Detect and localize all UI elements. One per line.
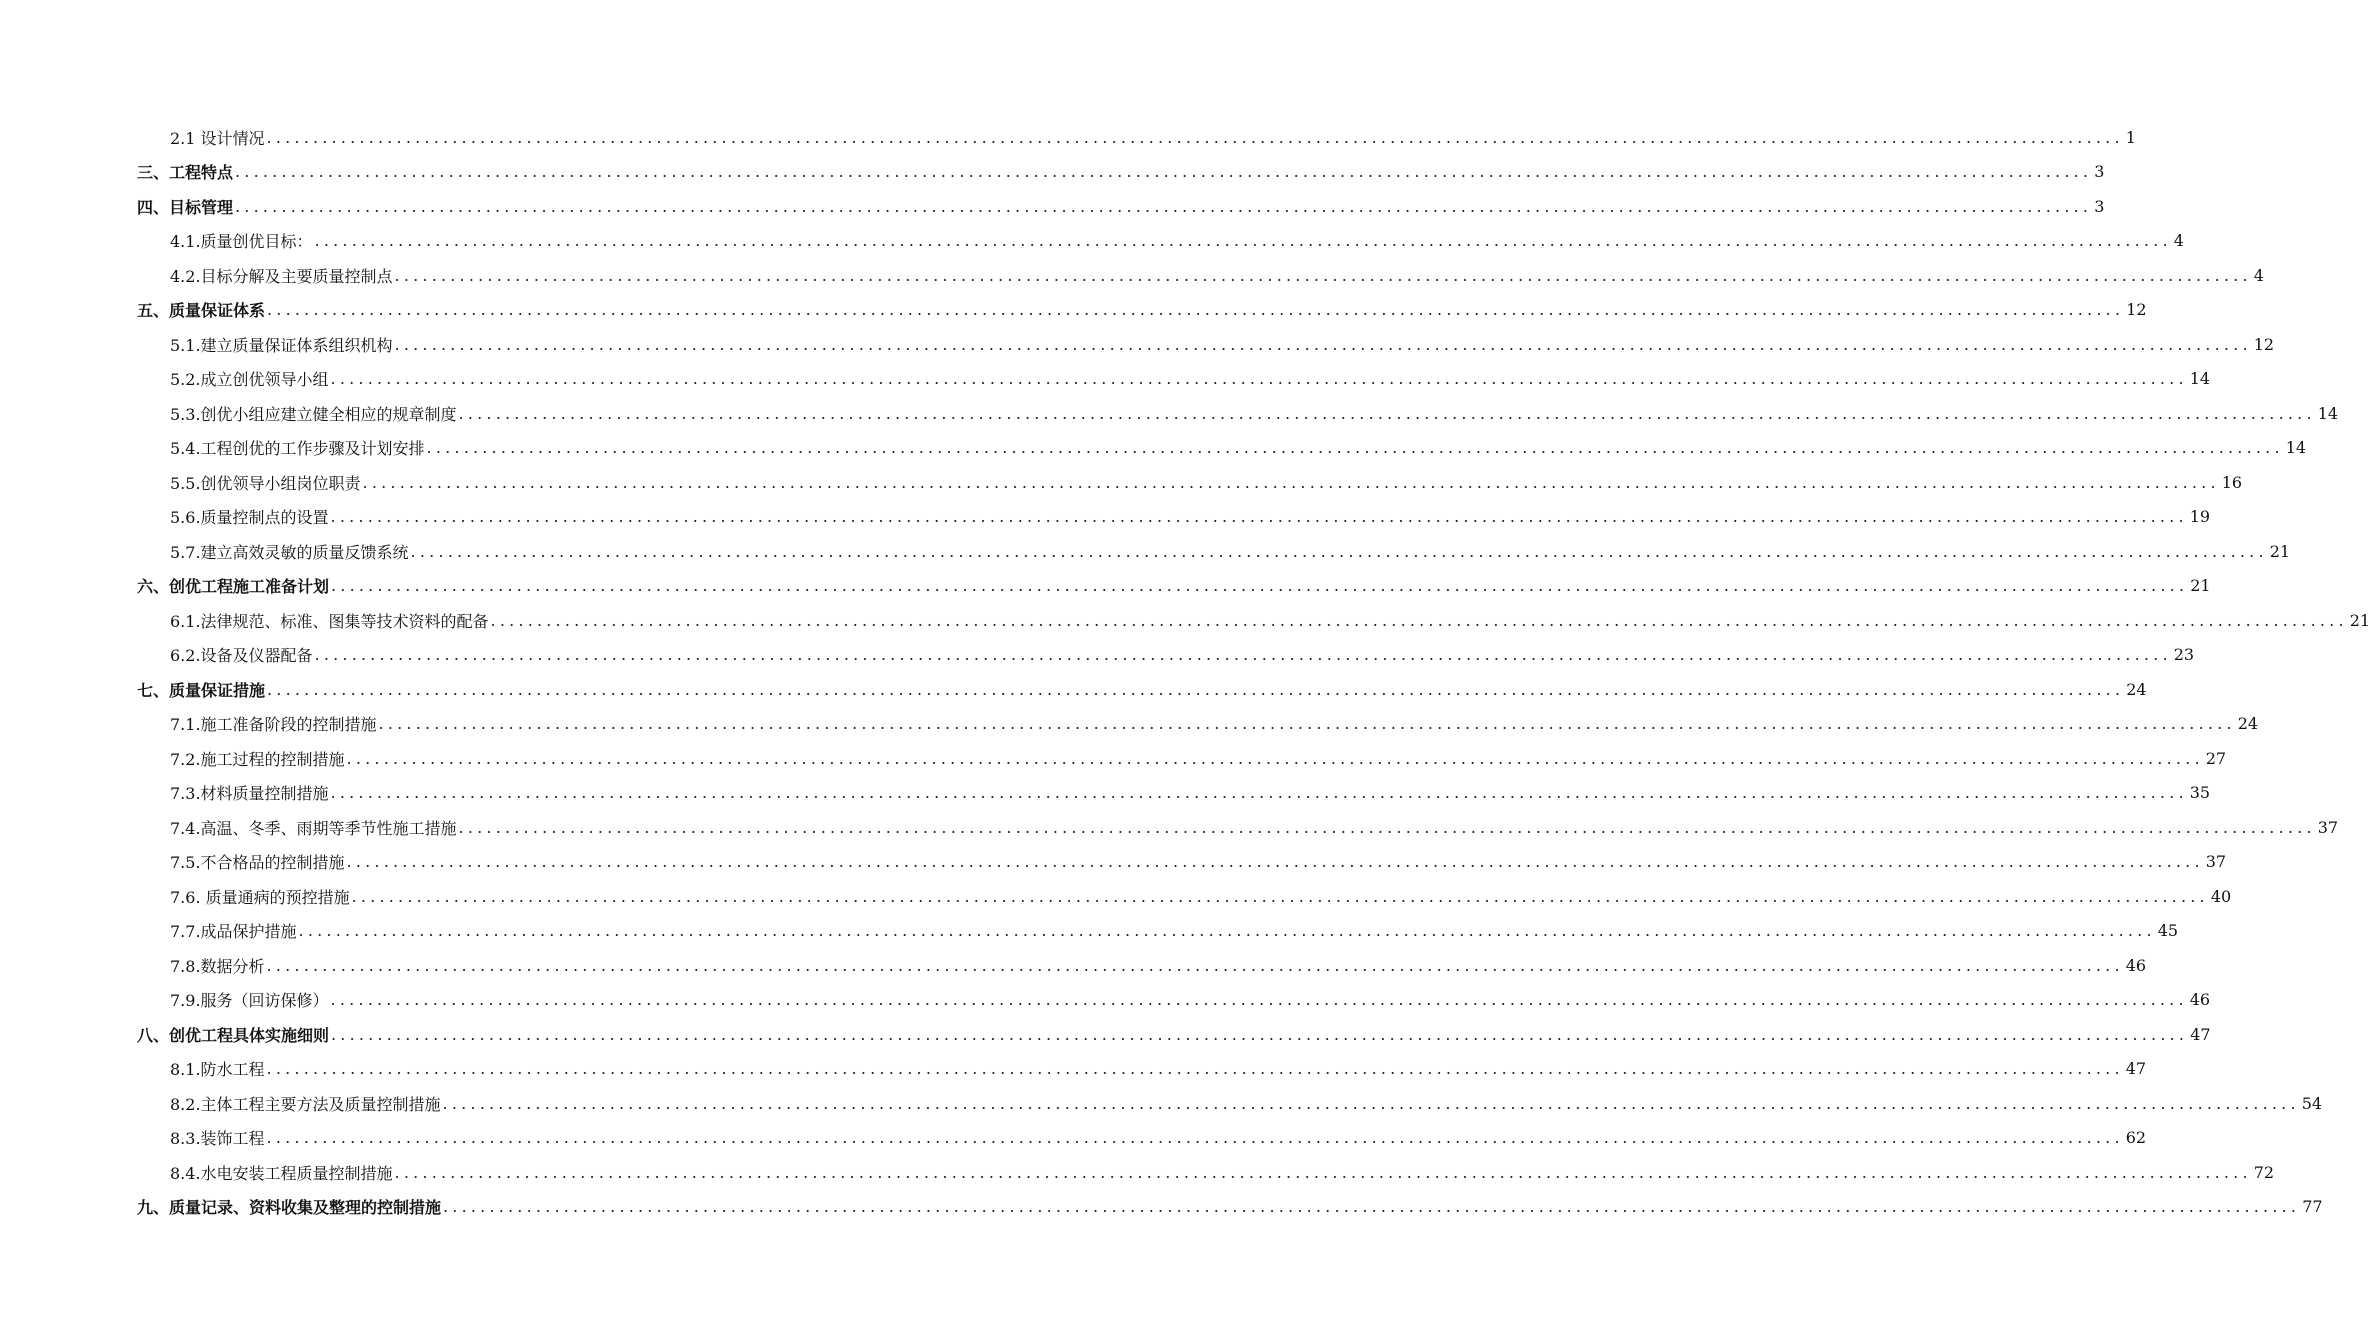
- toc-dot-leader: ........................................................................................................................................................................................................: [266, 1128, 2124, 1148]
- toc-page-number: 19: [2189, 507, 2211, 527]
- toc-page-number: 12: [2253, 334, 2275, 354]
- toc-dot-leader: ........................................................................................................................................................................................................: [331, 1024, 2189, 1044]
- toc-section-entry[interactable]: [137, 1086, 2323, 1121]
- toc-section-entry[interactable]: [137, 776, 2211, 811]
- toc-section-entry[interactable]: [137, 534, 2291, 569]
- toc-page-number: 14: [2189, 369, 2211, 389]
- toc-page-number: 40: [2210, 886, 2232, 906]
- toc-entry-title: 七、质量保证措施: [137, 680, 266, 700]
- toc-dot-leader: ........................................................................................................................................................................................................: [351, 886, 2209, 906]
- toc-dot-leader: ........................................................................................................................................................................................................: [458, 403, 2316, 423]
- toc-entry-title: 5.5.创优领导小组岗位职责: [170, 473, 361, 493]
- toc-section-entry[interactable]: [137, 258, 2264, 293]
- toc-section-entry[interactable]: [137, 1155, 2275, 1190]
- table-of-contents: [137, 120, 2370, 1224]
- toc-entry-title: 8.2.主体工程主要方法及质量控制措施: [170, 1094, 441, 1114]
- toc-page-number: 24: [2237, 714, 2259, 734]
- toc-chapter-entry[interactable]: [137, 1190, 2323, 1225]
- toc-page-number: 72: [2253, 1162, 2275, 1182]
- toc-chapter-entry[interactable]: [137, 189, 2105, 224]
- toc-page-number: 4: [2253, 265, 2264, 285]
- toc-dot-leader: ........................................................................................................................................................................................................: [331, 576, 2189, 596]
- toc-page-number: 4: [2173, 231, 2184, 251]
- toc-entry-title: 5.6.质量控制点的设置: [170, 508, 329, 528]
- toc-entry-title: 九、质量记录、资料收集及整理的控制措施: [137, 1198, 442, 1218]
- toc-page-number: 77: [2302, 1197, 2323, 1217]
- toc-page-number: 62: [2125, 1128, 2147, 1148]
- toc-entry-title: 五、质量保证体系: [137, 301, 266, 321]
- toc-dot-leader: ........................................................................................................................................................................................................: [314, 231, 2172, 251]
- toc-page-number: 54: [2301, 1093, 2323, 1113]
- toc-section-entry[interactable]: [137, 1052, 2147, 1087]
- toc-page-number: 46: [2189, 990, 2211, 1010]
- toc-section-entry[interactable]: [137, 948, 2147, 983]
- toc-section-entry[interactable]: [137, 879, 2232, 914]
- toc-page-number: 47: [2190, 1024, 2211, 1044]
- toc-section-entry[interactable]: [137, 914, 2179, 949]
- toc-entry-title: 八、创优工程具体实施细则: [137, 1025, 330, 1045]
- toc-entry-title: 7.8.数据分析: [170, 956, 265, 976]
- toc-page-number: 1: [2125, 127, 2136, 147]
- toc-section-entry[interactable]: [137, 500, 2211, 535]
- toc-entry-title: 7.5.不合格品的控制措施: [170, 853, 345, 873]
- toc-entry-title: 7.2.施工过程的控制措施: [170, 749, 345, 769]
- toc-dot-leader: ........................................................................................................................................................................................................: [266, 127, 2124, 147]
- toc-entry-title: 六、创优工程施工准备计划: [137, 577, 330, 597]
- toc-dot-leader: ........................................................................................................................................................................................................: [410, 541, 2268, 561]
- toc-entry-title: 2.1 设计情况: [170, 128, 265, 148]
- toc-section-entry[interactable]: [137, 707, 2259, 742]
- toc-dot-leader: ........................................................................................................................................................................................................: [267, 300, 2125, 320]
- toc-page-number: 46: [2125, 955, 2147, 975]
- toc-dot-leader: ........................................................................................................................................................................................................: [266, 955, 2124, 975]
- toc-page-number: 45: [2157, 921, 2179, 941]
- toc-dot-leader: ........................................................................................................................................................................................................: [235, 196, 2093, 216]
- toc-page-number: 16: [2221, 472, 2243, 492]
- toc-dot-leader: ........................................................................................................................................................................................................: [443, 1197, 2301, 1217]
- toc-section-entry[interactable]: [137, 431, 2307, 466]
- toc-page-number: 21: [2269, 541, 2291, 561]
- toc-page-number: 3: [2094, 196, 2105, 216]
- toc-dot-leader: ........................................................................................................................................................................................................: [426, 438, 2284, 458]
- toc-chapter-entry[interactable]: [137, 672, 2147, 707]
- toc-page-number: 37: [2205, 852, 2227, 872]
- toc-dot-leader: ........................................................................................................................................................................................................: [442, 1093, 2300, 1113]
- toc-page-number: 3: [2094, 162, 2105, 182]
- toc-section-entry[interactable]: [137, 465, 2243, 500]
- toc-entry-title: 5.7.建立高效灵敏的质量反馈系统: [170, 542, 409, 562]
- toc-dot-leader: ........................................................................................................................................................................................................: [267, 679, 2125, 699]
- toc-dot-leader: ........................................................................................................................................................................................................: [394, 334, 2252, 354]
- toc-page-number: 47: [2125, 1059, 2147, 1079]
- toc-entry-title: 4.2.目标分解及主要质量控制点: [170, 266, 393, 286]
- toc-dot-leader: ........................................................................................................................................................................................................: [330, 507, 2188, 527]
- toc-dot-leader: ........................................................................................................................................................................................................: [314, 645, 2172, 665]
- toc-page-number: 37: [2317, 817, 2339, 837]
- toc-entry-title: 7.4.高温、冬季、雨期等季节性施工措施: [170, 818, 457, 838]
- toc-dot-leader: ........................................................................................................................................................................................................: [330, 990, 2188, 1010]
- toc-section-entry[interactable]: [137, 224, 2184, 259]
- toc-entry-title: 8.1.防水工程: [170, 1060, 265, 1080]
- toc-dot-leader: ........................................................................................................................................................................................................: [235, 162, 2093, 182]
- toc-entry-title: 8.3.装饰工程: [170, 1129, 265, 1149]
- toc-section-entry[interactable]: [137, 327, 2275, 362]
- toc-dot-leader: ........................................................................................................................................................................................................: [298, 921, 2156, 941]
- toc-dot-leader: ........................................................................................................................................................................................................: [346, 852, 2204, 872]
- toc-section-entry[interactable]: [137, 396, 2339, 431]
- toc-dot-leader: ........................................................................................................................................................................................................: [378, 714, 2236, 734]
- toc-page-number: 14: [2317, 403, 2339, 423]
- toc-section-entry[interactable]: [137, 362, 2211, 397]
- toc-section-entry[interactable]: [137, 810, 2339, 845]
- toc-dot-leader: ........................................................................................................................................................................................................: [490, 610, 2348, 630]
- toc-dot-leader: ........................................................................................................................................................................................................: [266, 1059, 2124, 1079]
- toc-section-entry[interactable]: [137, 638, 2195, 673]
- toc-section-entry[interactable]: [137, 1121, 2147, 1156]
- toc-page-number: 14: [2285, 438, 2307, 458]
- toc-section-entry[interactable]: [137, 603, 2370, 638]
- toc-entry-title: 4.1.质量创优目标：: [170, 232, 313, 252]
- toc-entry-title: 7.7.成品保护措施: [170, 922, 297, 942]
- toc-page-number: 35: [2189, 783, 2211, 803]
- toc-entry-title: 6.1.法律规范、标准、图集等技术资料的配备: [170, 611, 489, 631]
- toc-section-entry[interactable]: [137, 845, 2227, 880]
- toc-page-number: 21: [2190, 576, 2211, 596]
- toc-chapter-entry[interactable]: [137, 569, 2211, 604]
- toc-dot-leader: ........................................................................................................................................................................................................: [330, 783, 2188, 803]
- toc-chapter-entry[interactable]: [137, 155, 2105, 190]
- toc-entry-title: 三、工程特点: [137, 163, 234, 183]
- toc-dot-leader: ........................................................................................................................................................................................................: [330, 369, 2188, 389]
- toc-dot-leader: ........................................................................................................................................................................................................: [362, 472, 2220, 492]
- toc-section-entry[interactable]: [137, 741, 2227, 776]
- toc-entry-title: 7.1.施工准备阶段的控制措施: [170, 715, 377, 735]
- toc-chapter-entry[interactable]: [137, 1017, 2211, 1052]
- toc-dot-leader: ........................................................................................................................................................................................................: [458, 817, 2316, 837]
- toc-page-number: 27: [2205, 748, 2227, 768]
- toc-section-entry[interactable]: [137, 120, 2136, 155]
- toc-entry-title: 四、目标管理: [137, 197, 234, 217]
- toc-entry-title: 7.3.材料质量控制措施: [170, 784, 329, 804]
- toc-chapter-entry[interactable]: [137, 293, 2147, 328]
- toc-page-number: 12: [2126, 300, 2147, 320]
- toc-page-number: 23: [2173, 645, 2195, 665]
- toc-section-entry[interactable]: [137, 983, 2211, 1018]
- toc-entry-title: 5.3.创优小组应建立健全相应的规章制度: [170, 404, 457, 424]
- toc-dot-leader: ........................................................................................................................................................................................................: [394, 1162, 2252, 1182]
- toc-entry-title: 5.2.成立创优领导小组: [170, 370, 329, 390]
- toc-entry-title: 5.1.建立质量保证体系组织机构: [170, 335, 393, 355]
- toc-entry-title: 7.9.服务（回访保修）: [170, 991, 329, 1011]
- toc-entry-title: 6.2.设备及仪器配备: [170, 646, 313, 666]
- toc-entry-title: 5.4.工程创优的工作步骤及计划安排: [170, 439, 425, 459]
- toc-dot-leader: ........................................................................................................................................................................................................: [394, 265, 2252, 285]
- toc-page-number: 21: [2349, 610, 2370, 630]
- toc-dot-leader: ........................................................................................................................................................................................................: [346, 748, 2204, 768]
- toc-entry-title: 8.4.水电安装工程质量控制措施: [170, 1163, 393, 1183]
- toc-page-number: 24: [2126, 679, 2147, 699]
- toc-entry-title: 7.6. 质量通病的预控措施: [170, 887, 350, 907]
